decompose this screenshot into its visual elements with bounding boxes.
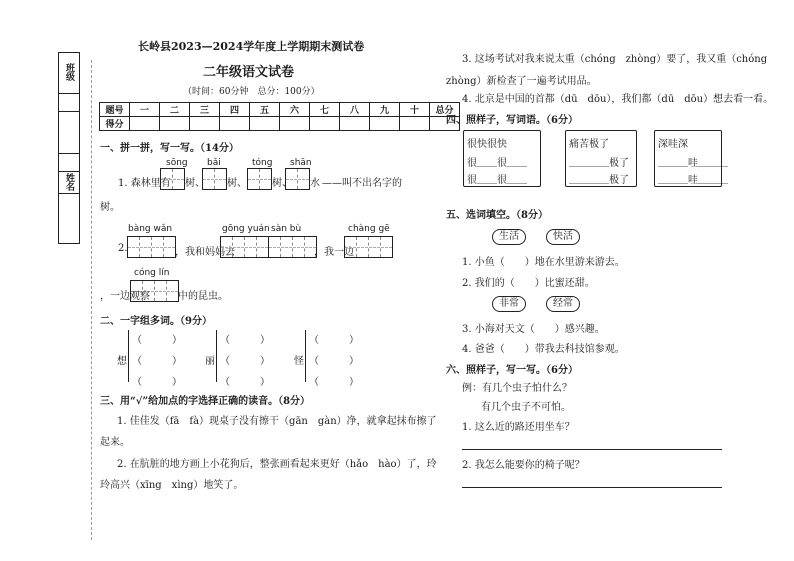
word-cloud: 生活 (492, 229, 526, 245)
answer-blank[interactable]: （ ） (220, 377, 270, 388)
word-cloud: 非常 (492, 296, 526, 312)
example-box (654, 130, 728, 187)
score-header-cell: 六 (280, 103, 310, 117)
q3-line: 2. 在肮脏的地方画上小花狗后，整张画看起来更好（hǎo hào）了，玲 (117, 459, 437, 470)
score-cell[interactable] (370, 117, 400, 131)
brace (216, 330, 217, 382)
answer-blank[interactable]: （ ） (309, 377, 359, 388)
score-header-cell: 七 (310, 103, 340, 117)
score-header-cell: 总分 (430, 103, 460, 117)
q3-line: 起来。 (100, 437, 130, 448)
writing-box[interactable] (247, 168, 272, 190)
q1-text: ，一边观察 (100, 291, 150, 302)
q1-pinyin: gōng yuán (222, 224, 270, 234)
q3-line: 玲高兴（xīng xìng）地笑了。 (100, 480, 244, 491)
q1-text: 水 (310, 178, 320, 189)
answer-blank[interactable]: （ ） (309, 356, 359, 367)
q5-heading: 五、选词填空。（8分） (446, 210, 548, 221)
answer-line[interactable] (462, 449, 722, 450)
score-cell[interactable] (250, 117, 280, 131)
score-cell[interactable] (190, 117, 220, 131)
exam-title: 长岭县2023—2024学年度上学期期末测试卷 (138, 40, 365, 53)
q3-line: 3. 这场考试对我来说太重（chóng zhòng）要了，我又重（chóng (462, 54, 768, 65)
q3-heading: 三、用“√”给加点的字选择正确的读音。（8分） (100, 396, 311, 407)
q5-item: 3. 小海对天文（ ）感兴趣。 (462, 324, 605, 335)
answer-blank[interactable]: （ ） (132, 377, 182, 388)
q1-p1-start: 1. 森林里有 (118, 178, 171, 189)
q6-item: 1. 这么近的路还用坐车？ (462, 422, 575, 433)
exam-subtitle: 二年级语文试卷 (203, 65, 295, 80)
score-header-cell: 三 (190, 103, 220, 117)
fill-line[interactable]: ＿＿＿＿极了 (569, 158, 629, 169)
score-cell[interactable] (160, 117, 190, 131)
q6-example: 例：有几个虫子怕什么？ (462, 383, 572, 394)
fill-line[interactable]: 很＿＿很＿＿ (467, 158, 527, 169)
score-cell[interactable]: 得分 (100, 117, 130, 131)
score-cell[interactable] (280, 117, 310, 131)
brace (128, 330, 129, 382)
q1-pinyin: cóng lín (134, 268, 170, 278)
fill-line[interactable]: ＿＿＿＿极了 (569, 175, 629, 186)
q6-heading: 六、照样子，写一写。（6分） (446, 365, 578, 376)
binding-strip (58, 52, 80, 244)
q1-pinyin: chàng gē (348, 224, 390, 234)
example-title: 深哇深 (658, 139, 688, 150)
q5-item: 2. 我们的（ ）比蜜还甜。 (462, 278, 595, 289)
q1-pinyin-2: bǎi (207, 158, 221, 168)
fill-line[interactable]: 很＿＿很＿＿ (467, 175, 527, 186)
score-header-cell: 题号 (100, 103, 130, 117)
answer-line[interactable] (462, 487, 722, 488)
q1-text: ——叫不出名字的 (322, 178, 402, 189)
brace (305, 330, 306, 382)
q2-char-3: 怪 (294, 356, 304, 367)
q1-text: 树、 (272, 178, 292, 189)
writing-box[interactable] (127, 236, 176, 258)
q4-heading: 四、照样子，写词语。（6分） (446, 115, 578, 126)
example-title: 很快很快 (467, 139, 507, 150)
q1-pinyin-4: shān (290, 158, 312, 168)
writing-box[interactable] (268, 236, 317, 258)
q2-char-2: 丽 (205, 356, 215, 367)
q1-text: 树、 (185, 178, 205, 189)
q5-item: 4. 爸爸（ ）带我去科技馆参观。 (462, 344, 625, 355)
q1-text: 中的昆虫。 (178, 291, 228, 302)
score-cell[interactable] (220, 117, 250, 131)
score-header-cell: 二 (160, 103, 190, 117)
fill-line[interactable]: ＿＿＿哇＿＿＿ (658, 158, 728, 169)
writing-box[interactable] (220, 236, 269, 258)
example-title: 痛苦极了 (569, 139, 609, 150)
score-table (99, 102, 460, 131)
exam-meta: （时间：60分钟 总分：100分） (183, 87, 320, 97)
score-header-cell: 八 (340, 103, 370, 117)
writing-box[interactable] (285, 168, 310, 190)
fill-line[interactable]: ＿＿＿哇＿＿＿ (658, 175, 728, 186)
score-header-cell: 十 (400, 103, 430, 117)
q1-pinyin: bàng wǎn (128, 224, 173, 234)
word-cloud: 快活 (546, 229, 580, 245)
q3-line: 1. 佳佳发（fā fà）现桌子没有擦干（gān gàn）净，就拿起抹布擦了 (117, 416, 437, 427)
word-cloud: 经常 (546, 296, 580, 312)
writing-box[interactable] (160, 168, 185, 190)
answer-blank[interactable]: （ ） (132, 356, 182, 367)
answer-blank[interactable]: （ ） (309, 335, 359, 346)
example-box (463, 130, 541, 187)
score-cell[interactable] (130, 117, 160, 131)
q3-line: zhòng）新检查了一遍考试用品。 (446, 76, 597, 87)
q1-text: 树。 (100, 202, 120, 213)
score-header-cell: 四 (220, 103, 250, 117)
score-cell[interactable] (400, 117, 430, 131)
score-cell[interactable] (340, 117, 370, 131)
q1-heading: 一、拼一拼，写一写。（14分） (100, 143, 239, 154)
q2-char-1: 想 (117, 356, 127, 367)
q1-pinyin-3: tóng (252, 158, 273, 168)
q2-heading: 二、一字组多词。（9分） (100, 316, 212, 327)
score-cell[interactable] (310, 117, 340, 131)
q6-example: 有几个虫子不可怕。 (481, 402, 571, 413)
answer-blank[interactable]: （ ） (132, 335, 182, 346)
writing-box[interactable] (344, 236, 393, 258)
answer-blank[interactable]: （ ） (220, 335, 270, 346)
answer-blank[interactable]: （ ） (220, 356, 270, 367)
q5-item: 1. 小鱼（ ）地在水里游来游去。 (462, 257, 625, 268)
q1-text: ，我一边 (314, 247, 354, 258)
q1-text: ，我和妈妈去 (175, 247, 235, 258)
q1-text: 树、 (227, 178, 247, 189)
cut-line (91, 60, 92, 540)
writing-box[interactable] (202, 168, 227, 190)
q1-p2-start: 2. (118, 243, 128, 254)
score-header-cell: 九 (370, 103, 400, 117)
example-box (565, 130, 637, 187)
q6-item: 2. 我怎么能要你的椅子呢？ (462, 460, 585, 471)
q1-pinyin-1: sōng (166, 158, 188, 168)
q1-pinyin: sàn bù (271, 224, 302, 234)
score-header-cell: 一 (130, 103, 160, 117)
q3-line: 4. 北京是中国的首都（dū dōu），我们都（dū dōu）想去看一看。 (462, 94, 774, 105)
score-header-cell: 五 (250, 103, 280, 117)
name-label: 姓名 (64, 173, 74, 191)
class-label: 班级 (64, 63, 74, 81)
